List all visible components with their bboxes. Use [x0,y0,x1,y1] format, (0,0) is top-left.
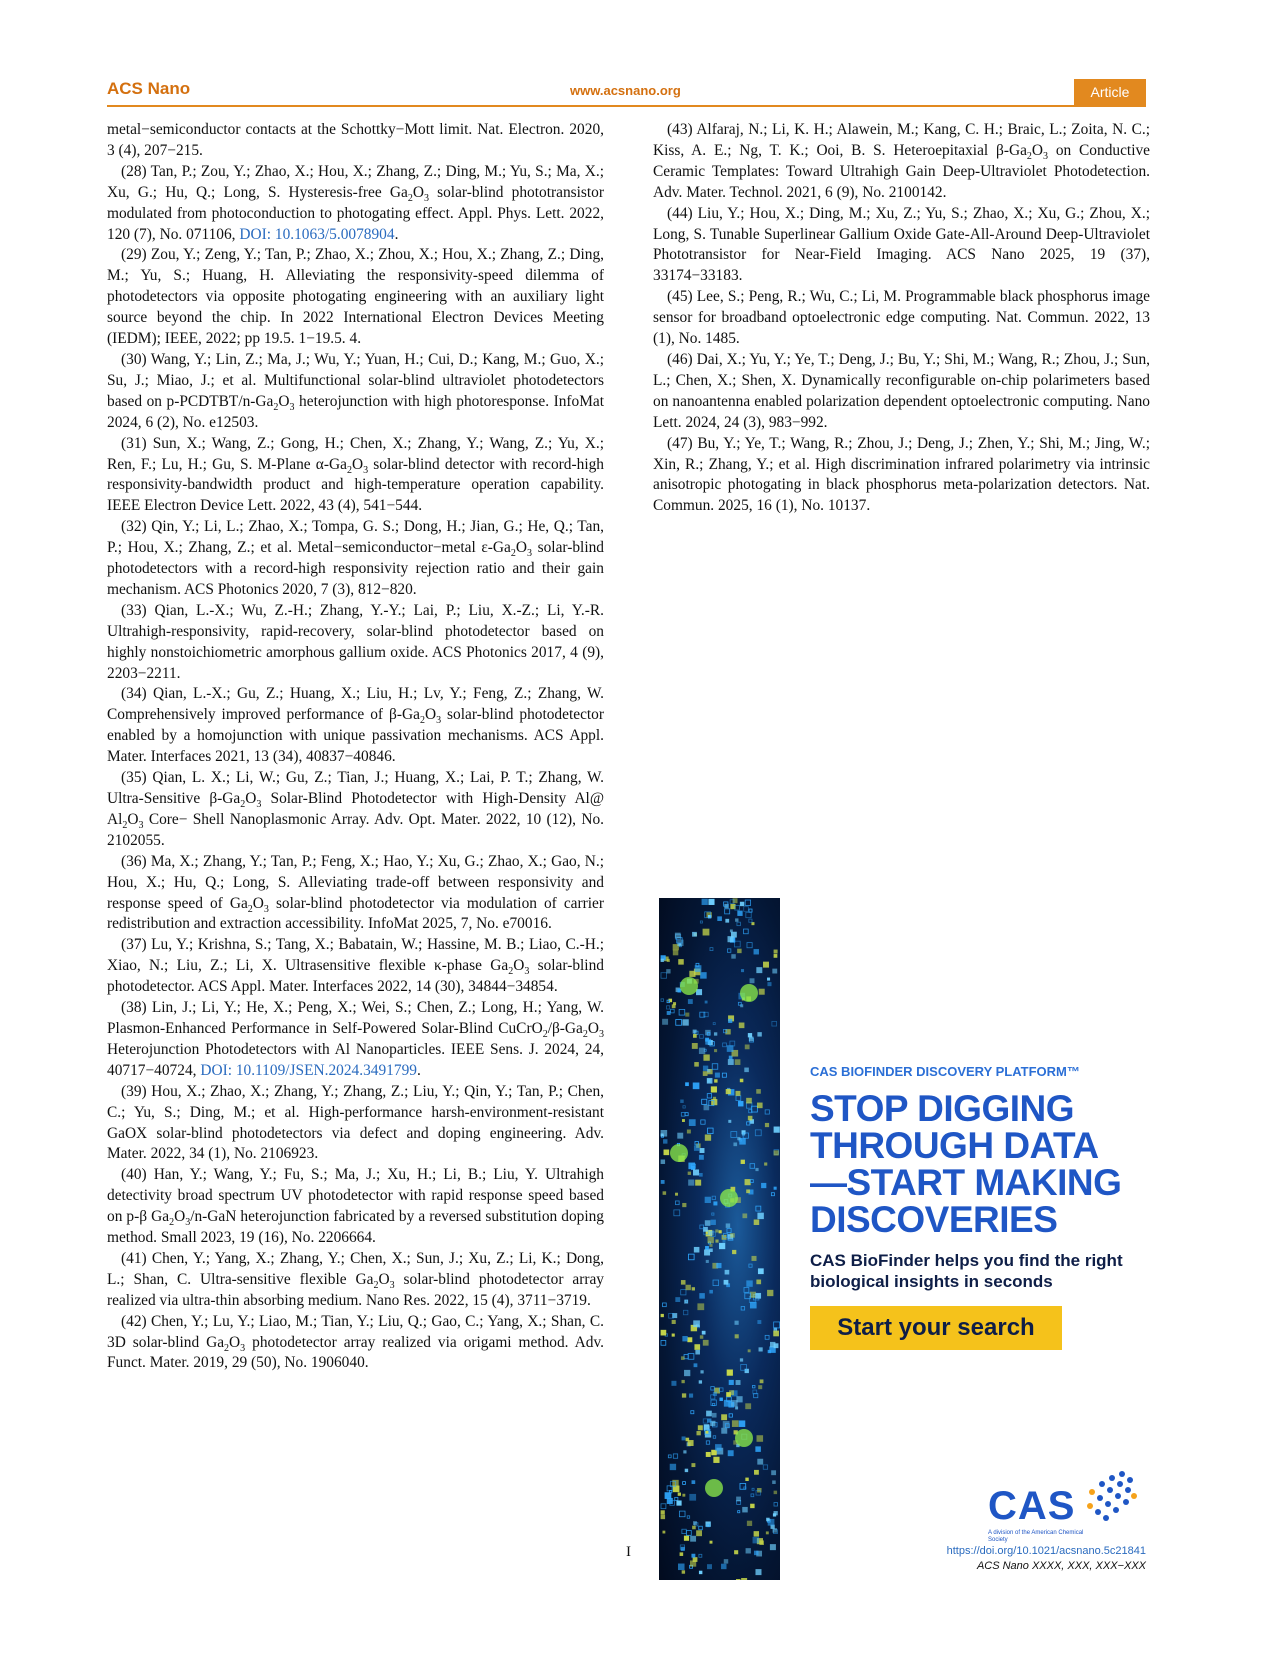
cas-logo-subtitle: A division of the American Chemical Society [988,1530,1084,1543]
reference-37: (37) Lu, Y.; Krishna, S.; Tang, X.; Babatain, W.; Hassine, M. B.; Liao, C.-H.; Xiao, N.; Liu, Z.; Li, X. Ultrasensitive flexible κ-phase $Ga_2O_3$ solar-blind photodetector. ACS Appl. Mater. Interfaces 2022, 14 (30), 34844−34854. [107,936,604,996]
cas-biofinder-advertisement[interactable] [659,898,1146,1580]
reference-47: (47) Bu, Y.; Ye, T.; Wang, R.; Zhou, J.; Deng, J.; Zhen, Y.; Shi, M.; Jing, W.; Xin, R.; Zhang, Y.; et al. High discrimination infrared polarimetry via intrinsic anisotropic photogating in black phosphorus meta-polarization detectors. Nat. Commun. 2025, 16 (1), No. 10137. [653,434,1150,515]
page-number: I [626,1544,631,1560]
ad-headline: STOP DIGGING THROUGH DATA —START MAKING DISCOVERIES [810,1088,1122,1240]
ad-subtext: CAS BioFinder helps you find the right biological insights in seconds [810,1251,1123,1291]
references-right-column [653,120,1150,517]
reference-42: (42) Chen, Y.; Lu, Y.; Liao, M.; Tian, Y.; Liu, Q.; Gao, C.; Yang, X.; Shan, C. 3D solar-blind $Ga_2O_3$ photodetector array realized via origami method. Adv. Funct. Mater. 2019, 29 (50), No. 1906040. [107,1312,604,1372]
reference-33: (33) Qian, L.-X.; Wu, Z.-H.; Zhang, Y.-Y.; Lai, P.; Liu, X.-Z.; Li, Y.-R. Ultrahigh-responsivity, rapid-recovery, solar-blind photodetector based on highly nonstoichiometric amorphous gallium oxide. ACS Photonics 2017, 4 (9), 2203−2211. [107,601,604,682]
reference-30: (30) Wang, Y.; Lin, Z.; Ma, J.; Wu, Y.; Yuan, H.; Cui, D.; Kang, M.; Guo, X.; Su, J.; Miao, J.; et al. Multifunctional solar-blind ultraviolet photodetectors based on $p-PCDTBT/n-Ga_2O_3$ heterojunction with high photoresponse. InfoMat 2024, 6 (2), No. e12503. [107,350,605,431]
ad-dna-image [659,898,780,1580]
reference-29: (29) Zou, Y.; Zeng, Y.; Tan, P.; Zhao, X.; Zhou, X.; Hou, X.; Zhang, Z.; Ding, M.; Yu, S.; Huang, H. Alleviating the responsivity-speed dilemma of photodetectors via opposite photogating engineering with an auxiliary light source beyond the chip. In 2022 International Electron Devices Meeting (IEDM); IEEE, 2022; pp 19.5. 1−19.5. 4. [107,246,604,348]
reference-41: (41) Chen, Y.; Yang, X.; Zhang, Y.; Chen, X.; Sun, J.; Xu, Z.; Li, K.; Dong, L.; Shan, C. Ultra-sensitive flexible $Ga_2O_3$ solar-blind photodetector array realized via ultra-thin absorbing medium. Nano Res. 2022, 15 (4), 3711−3719. [107,1249,604,1309]
article-type-badge: Article [1074,79,1146,105]
reference-39: (39) Hou, X.; Zhao, X.; Zhang, Y.; Zhang, Z.; Liu, Y.; Qin, Y.; Tan, P.; Chen, C.; Yu, S.; Ding, M.; et al. High-performance harsh-environment-resistant GaOX solar-blind photodetectors via defect and doping engineering. Adv. Mater. 2022, 34 (1), No. 2106923. [107,1082,604,1163]
journal-url[interactable]: www.acsnano.org [570,83,681,98]
header-rule [107,105,1146,107]
reference-38: (38) Lin, J.; Li, Y.; He, X.; Peng, X.; Wei, S.; Chen, Z.; Long, H.; Yang, W. Plasmon-Enhanced Performance in Self-Powered Solar-Blind $CuCrO_2/\beta-Ga_2O_3$ Heterojunction Photodetectors with Al Nanoparticles. IEEE Sens. J. 2024, 24, 40717−40724, DOI: 10.1109/JSEN.2024.3491799. [107,999,604,1079]
reference-45: (45) Lee, S.; Peng, R.; Wu, C.; Li, M. Programmable black phosphorus image sensor for broadband optoelectronic edge computing. Nat. Commun. 2022, 13 (1), No. 1485. [653,288,1150,348]
reference-34: (34) Qian, L.-X.; Gu, Z.; Huang, X.; Liu, H.; Lv, Y.; Feng, Z.; Zhang, W. Comprehensively improved performance of $\beta-Ga_2O_3$ solar-blind photodetector enabled by a homojunction with unique passivation mechanisms. ACS Appl. Mater. Interfaces 2021, 13 (34), 40837−40846. [107,685,604,766]
reference-46: (46) Dai, X.; Yu, Y.; Ye, T.; Deng, J.; Bu, Y.; Shi, M.; Wang, R.; Zhou, J.; Sun, L.; Chen, X.; Shen, X. Dynamically reconfigurable on-chip polarimeters based on nanoantenna enabled polarization dependent optoelectronic computing. Nano Lett. 2024, 24 (3), 983−992. [653,350,1150,431]
dna-particle-graphic [659,898,780,1580]
reference-28: (28) Tan, P.; Zou, Y.; Zhao, X.; Hou, X.; Zhang, Z.; Ding, M.; Yu, S.; Ma, X.; Xu, G.; Hu, Q.; Long, S. Hysteresis-free $Ga_2O_3$ solar-blind phototransistor modulated from photoconduction to photogating effect. Appl. Phys. Lett. 2022, 120 (7), No. 071106, DOI: 10.1063/5.0078904. [107,162,604,243]
reference-35: (35) Qian, L. X.; Li, W.; Gu, Z.; Tian, J.; Huang, X.; Lai, P. T.; Zhang, W. Ultra-Sensitive $\beta-Ga_2O_3$ Solar-Blind Photodetector with High-Density Al@ $Al_2O_3$ Core− Shell Nanoplasmonic Array. Adv. Opt. Mater. 2022, 10 (12), No. 2102055. [107,769,605,849]
article-doi-link[interactable]: https://doi.org/10.1021/acsnano.5c21841 [946,1545,1146,1557]
reference-31: (31) Sun, X.; Wang, Z.; Gong, H.; Chen, X.; Zhang, Y.; Wang, Z.; Yu, X.; Ren, F.; Lu, H.; Gu, S. M-Plane $\alpha-Ga_2O_3$ solar-blind detector with record-high responsivity-bandwidth product and high-temperature operation capability. IEEE Electron Device Lett. 2022, 43 (4), 541−544. [107,434,604,515]
reference-28-doi-link[interactable]: DOI: 10.1063/5.0078904 [239,225,395,243]
ad-tagline: CAS BIOFINDER DISCOVERY PLATFORM™ [810,1064,1080,1079]
start-search-button[interactable]: Start your search [810,1306,1062,1350]
reference-27-cont: metal−semiconductor contacts at the Schottky−Mott limit. Nat. Electron. 2020, 3 (4), 207−215. [107,121,604,159]
reference-44: (44) Liu, Y.; Hou, X.; Ding, M.; Xu, Z.; Yu, S.; Zhao, X.; Xu, G.; Zhou, X.; Long, S. Tunable Superlinear Gallium Oxide Gate-All-Around Deep-Ultraviolet Phototransistor for Near-Field Imaging. ACS Nano 2025, 19 (37), 33174−33183. [653,204,1150,285]
reference-32: (32) Qin, Y.; Li, L.; Zhao, X.; Tompa, G. S.; Dong, H.; Jian, G.; He, Q.; Tan, P.; Hou, X.; Zhang, Z.; et al. Metal−semiconductor−metal $\varepsilon-Ga_2O_3$ solar-blind photodetectors with a record-high responsivity rejection ratio and their gain mechanism. ACS Photonics 2020, 7 (3), 812−820. [107,518,604,598]
reference-36: (36) Ma, X.; Zhang, Y.; Tan, P.; Feng, X.; Hao, Y.; Xu, G.; Zhao, X.; Gao, N.; Hou, X.; Hu, Q.; Long, S. Alleviating trade-off between responsivity and response speed of $Ga_2O_3$ solar-blind photodetector via modulation of carrier redistribution and extraction accessibility. InfoMat 2025, 7, No. e70016. [107,852,604,933]
cas-logo-dots-icon [1078,1468,1138,1524]
footer-citation: ACS Nano XXXX, XXX, XXX−XXX [976,1560,1146,1572]
journal-name: ACS Nano [107,79,191,98]
references-left-column [107,120,604,1374]
reference-38-doi-link[interactable]: DOI: 10.1109/JSEN.2024.3491799 [200,1061,417,1079]
reference-43: (43) Alfaraj, N.; Li, K. H.; Alawein, M.; Kang, C. H.; Braic, L.; Zoita, N. C.; Kiss, A. E.; Ng, T. K.; Ooi, B. S. Heteroepitaxial $\beta-Ga_2O_3$ on Conductive Ceramic Templates: Toward Ultrahigh Gain Deep-Ultraviolet Photodetection. Adv. Mater. Technol. 2021, 6 (9), No. 2100142. [653,121,1150,201]
cas-logo [988,1468,1138,1548]
reference-40: (40) Han, Y.; Wang, Y.; Fu, S.; Ma, J.; Xu, H.; Li, B.; Liu, Y. Ultrahigh detectivity broad spectrum UV photodetector with rapid response speed based on p-β $Ga_2O_3/n$-GaN heterojunction fabricated by a reversed substitution doping method. Small 2023, 19 (16), No. 2206664. [107,1166,605,1247]
cas-logo-text: CAS [988,1484,1076,1528]
